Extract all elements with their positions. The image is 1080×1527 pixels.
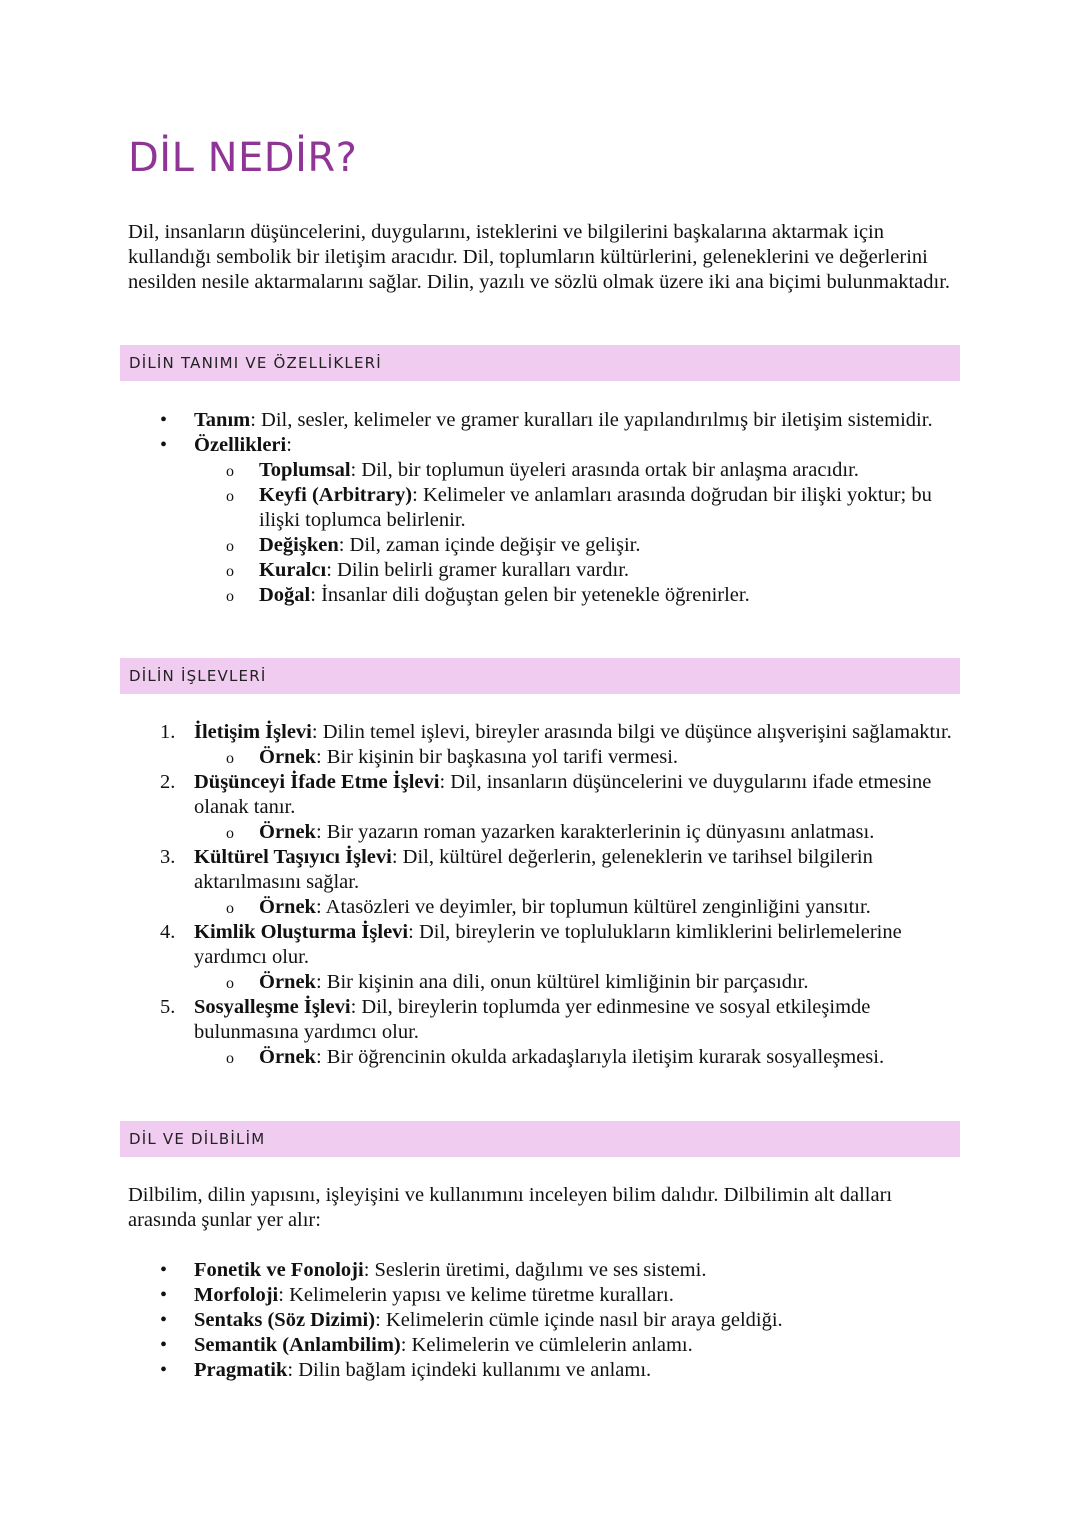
bullet-marker: • xyxy=(160,1309,168,1331)
bullet-marker: • xyxy=(160,434,168,456)
definition: : Seslerin üretimi, dağılımı ve ses sistemi. xyxy=(363,1259,707,1281)
term: Tanım xyxy=(194,409,251,431)
term: İletişim İşlevi xyxy=(194,721,312,743)
definition: : Dil, kültürel değerlerin, geleneklerin ve tarihsel bilgilerin aktarılmasını sağlar. xyxy=(194,846,873,893)
item-number: 2. xyxy=(160,771,176,793)
term: Kültürel Taşıyıcı İşlevi xyxy=(194,846,392,868)
term: Keyfi (Arbitrary) xyxy=(259,484,413,506)
list-item xyxy=(0,433,954,458)
section3-list xyxy=(0,1258,1000,1383)
example-text: : Atasözleri ve deyimler, bir toplumun kültürel zenginliğini yansıtır. xyxy=(315,896,871,918)
page-title: DİL NEDİR? xyxy=(128,135,358,181)
circle-marker: o xyxy=(226,563,234,580)
term: Fonetik ve Fonoloji xyxy=(194,1259,364,1281)
sub-list-item xyxy=(0,483,959,533)
example-item xyxy=(0,745,959,770)
bullet-marker: • xyxy=(160,1359,168,1381)
circle-marker: o xyxy=(226,1050,234,1067)
definition: : Dilin temel işlevi, bireyler arasında bilgi ve düşünce alışverişini sağlamaktır. xyxy=(311,721,952,743)
bullet-marker: • xyxy=(160,1259,168,1281)
term: Semantik (Anlambilim) xyxy=(194,1334,401,1356)
definition: : Dil, bireylerin toplumda yer edinmesine ve sosyal etkileşimde bulunmasına yardımcı olur. xyxy=(194,996,871,1043)
numbered-item xyxy=(0,845,954,895)
definition: : Dil, bireylerin ve toplulukların kimliklerini belirlemelerine yardımcı olur. xyxy=(194,921,902,968)
example-text: : Bir öğrencinin okulda arkadaşlarıyla iletişim kurarak sosyalleşmesi. xyxy=(315,1046,885,1068)
term: Değişken xyxy=(259,534,339,556)
term: Kimlik Oluşturma İşlevi xyxy=(194,921,409,943)
numbered-item xyxy=(0,770,954,820)
term: Toplumsal xyxy=(259,459,351,481)
term: Pragmatik xyxy=(194,1359,288,1381)
example-text: : Bir yazarın roman yazarken karakterlerinin iç dünyasını anlatması. xyxy=(315,821,875,843)
example-term: Örnek xyxy=(259,896,316,918)
section1-list xyxy=(0,408,1000,608)
sub-list-item xyxy=(0,583,959,608)
definition: : Kelimelerin cümle içinde nasıl bir araya geldiği. xyxy=(375,1309,783,1331)
circle-marker: o xyxy=(226,488,234,505)
dilbilim-intro: Dilbilim, dilin yapısını, işleyişini ve kullanımını inceleyen bilim dalıdır. Dilbilimin alt dalları arasında şunlar yer alır: xyxy=(128,1184,893,1231)
numbered-item xyxy=(0,995,954,1045)
definition: : İnsanlar dili doğuştan gelen bir yetenekle öğrenirler. xyxy=(310,584,750,606)
definition: : Kelimelerin ve cümlelerin anlamı. xyxy=(400,1334,693,1356)
list-item xyxy=(0,1258,954,1283)
example-term: Örnek xyxy=(259,746,316,768)
sub-list-item xyxy=(0,558,959,583)
list-item xyxy=(0,408,954,433)
term: Doğal xyxy=(259,584,311,606)
list-item xyxy=(0,1333,954,1358)
term: Kuralcı xyxy=(259,559,327,581)
example-item xyxy=(0,895,959,920)
term: Sosyalleşme İşlevi xyxy=(194,996,351,1018)
list-item xyxy=(0,1308,954,1333)
term: Düşünceyi İfade Etme İşlevi xyxy=(194,771,440,793)
item-number: 5. xyxy=(160,996,176,1018)
sub-list-item xyxy=(0,458,959,483)
example-term: Örnek xyxy=(259,821,316,843)
bullet-marker: • xyxy=(160,409,168,431)
intro-paragraph: Dil, insanların düşüncelerini, duygularını, isteklerini ve bilgilerini başkalarına aktarmak için kullandığı sembolik bir iletişim aracıdır. Dil, toplumların kültürlerini, geleneklerini ve değerlerini nesilden nesile aktarmalarını sağlar. Dilin, yazılı ve sözlü olmak üzere iki ana biçimi bulunmaktadır. xyxy=(128,221,951,293)
circle-marker: o xyxy=(226,463,234,480)
section-heading-dilbilim: DİL VE DİLBİLİM xyxy=(120,1121,960,1157)
numbered-item xyxy=(0,920,954,970)
numbered-item xyxy=(0,720,954,745)
section-heading-islevler: DİLİN İŞLEVLERİ xyxy=(120,658,960,694)
definition: : Dilin bağlam içindeki kullanımı ve anlamı. xyxy=(287,1359,652,1381)
definition: : xyxy=(286,434,292,456)
example-item xyxy=(0,820,959,845)
term: Sentaks (Söz Dizimi) xyxy=(194,1309,376,1331)
definition: : Kelimeler ve anlamları arasında doğrudan bir ilişki yoktur; bu ilişki toplumca belirlenir. xyxy=(259,484,932,531)
item-number: 1. xyxy=(160,721,176,743)
circle-marker: o xyxy=(226,588,234,605)
example-term: Örnek xyxy=(259,971,316,993)
definition: : Kelimelerin yapısı ve kelime türetme kuralları. xyxy=(278,1284,674,1306)
section-heading-tanim: DİLİN TANIMI VE ÖZELLİKLERİ xyxy=(120,345,960,381)
circle-marker: o xyxy=(226,538,234,555)
example-text: : Bir kişinin bir başkasına yol tarifi vermesi. xyxy=(315,746,679,768)
bullet-marker: • xyxy=(160,1284,168,1306)
definition: : Dilin belirli gramer kuralları vardır. xyxy=(326,559,630,581)
circle-marker: o xyxy=(226,900,234,917)
circle-marker: o xyxy=(226,750,234,767)
item-number: 4. xyxy=(160,921,176,943)
example-item xyxy=(0,1045,959,1070)
item-number: 3. xyxy=(160,846,176,868)
list-item xyxy=(0,1358,954,1383)
circle-marker: o xyxy=(226,975,234,992)
example-text: : Bir kişinin ana dili, onun kültürel kimliğinin bir parçasıdır. xyxy=(315,971,809,993)
definition: : Dil, zaman içinde değişir ve gelişir. xyxy=(338,534,641,556)
example-term: Örnek xyxy=(259,1046,316,1068)
definition: : Dil, bir toplumun üyeleri arasında ortak bir anlaşma aracıdır. xyxy=(350,459,859,481)
definition: : Dil, insanların düşüncelerini ve duygularını ifade etmesine olanak tanır. xyxy=(194,771,932,818)
term: Morfoloji xyxy=(194,1284,279,1306)
bullet-marker: • xyxy=(160,1334,168,1356)
example-item xyxy=(0,970,959,995)
section2-list xyxy=(0,720,1000,1070)
list-item xyxy=(0,1283,954,1308)
term: Özellikleri xyxy=(194,434,287,456)
sub-list-item xyxy=(0,533,959,558)
circle-marker: o xyxy=(226,825,234,842)
definition: : Dil, sesler, kelimeler ve gramer kuralları ile yapılandırılmış bir iletişim sistemidir. xyxy=(250,409,933,431)
